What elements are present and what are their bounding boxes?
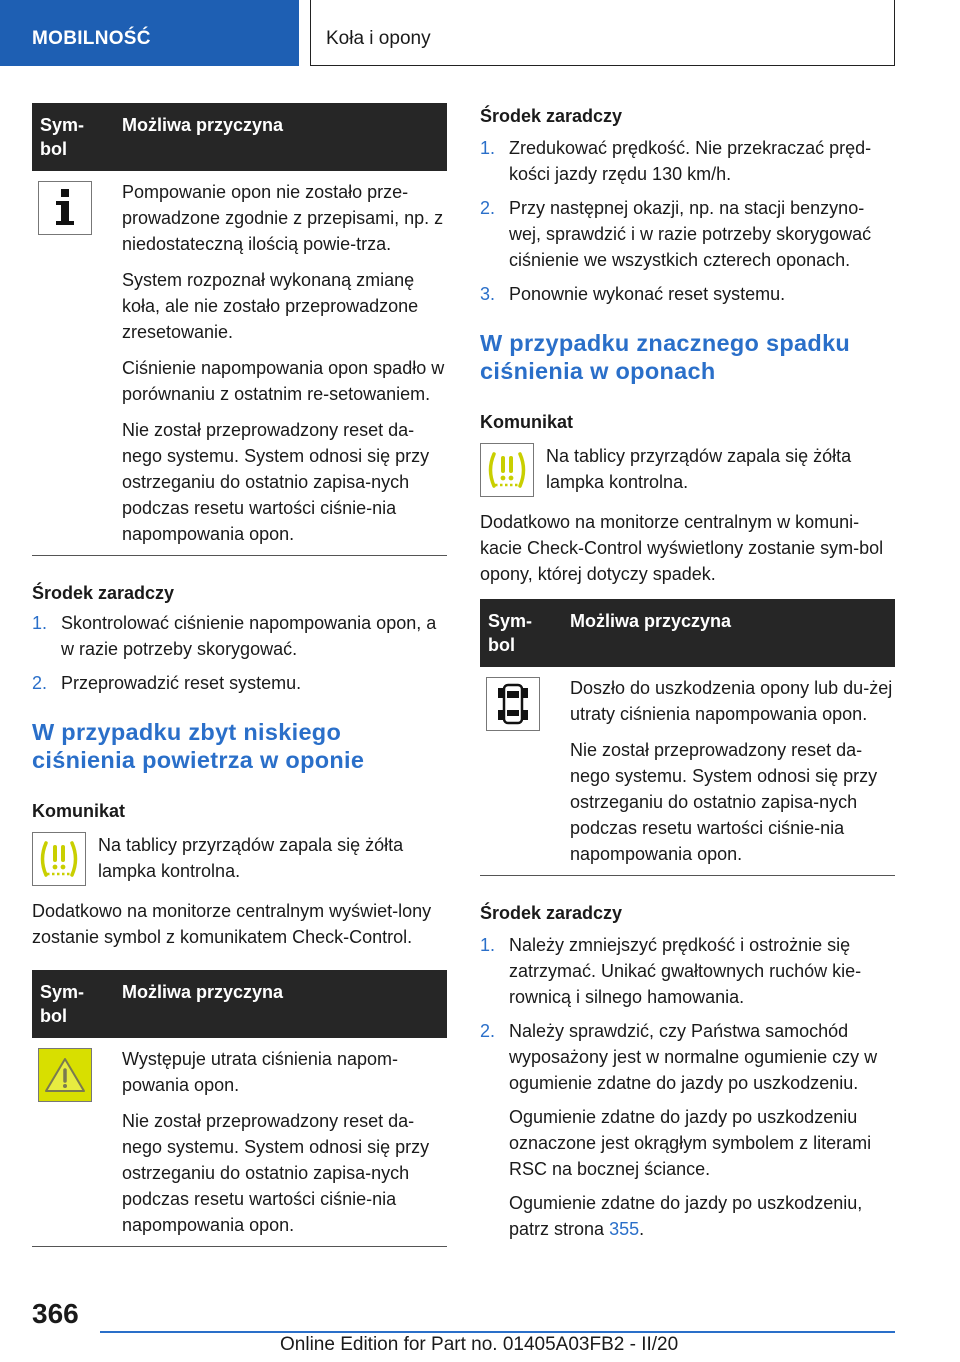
header-cause: Możliwa przyczyna <box>570 611 732 631</box>
header-cause: Możliwa przyczyna <box>122 982 284 1002</box>
cause-text: Występuje utrata ciśnienia napom-powania opon. <box>122 1049 398 1095</box>
left-column <box>32 103 447 1247</box>
cause-text: Nie został przeprowadzony reset da-nego systemu. System odnosi się przy ostrzeganiu do ostatnio zapisa-nych podczas resetu wartości ciśnie-nia napompowania opon. <box>570 740 878 864</box>
remedy-heading: Środek zaradczy <box>32 583 175 603</box>
tire-pressure-warning-icon <box>480 443 534 497</box>
section-tab: MOBILNOŚĆ <box>0 0 299 66</box>
footer-divider <box>100 1331 895 1333</box>
message-block <box>32 832 447 886</box>
list-item <box>480 195 895 273</box>
cause-text: Pompowanie opon nie zostało prze-prowadzone zgodnie z przepisami, np. z niedostateczną ilością powie-trza. <box>122 182 444 254</box>
list-item <box>480 932 895 1010</box>
step-note: Ogumienie zdatne do jazdy po uszkodzeniu, patrz strona 355. <box>509 1193 863 1239</box>
section-heading: W przypadku znacznego spadku ciśnienia w oponach <box>480 330 851 384</box>
header-cause: Możliwa przyczyna <box>122 115 284 135</box>
step-note: Ogumienie zdatne do jazdy po uszkodzeniu oznaczone jest okrągłym symbolem z literami RSC na bocznej ściance. <box>509 1107 872 1179</box>
cause-table-3 <box>480 599 895 876</box>
step-number: 1. <box>480 138 496 158</box>
table-header <box>32 103 447 171</box>
cause-text: Doszło do uszkodzenia opony lub du-żej utraty ciśnienia napompowania opon. <box>570 678 893 724</box>
car-tire-damage-icon <box>486 677 540 731</box>
step-text: Przeprowadzić reset systemu. <box>61 673 302 693</box>
page-link[interactable]: 355 <box>609 1219 640 1239</box>
cause-table-2 <box>32 970 447 1247</box>
cause-text: Ciśnienie napompowania opon spadło w porównaniu z ostatnim re-setowaniem. <box>122 358 445 404</box>
section-heading: W przypadku zbyt niskiego ciśnienia powietrza w oponie <box>32 719 365 773</box>
right-column <box>480 103 895 1242</box>
remedy-list <box>32 610 447 696</box>
step-number: 2. <box>480 1021 496 1041</box>
warning-triangle-icon <box>38 1048 92 1102</box>
tire-pressure-warning-icon <box>32 832 86 886</box>
step-number: 2. <box>480 198 496 218</box>
list-item <box>32 670 447 696</box>
message-extra: Dodatkowo na monitorze centralnym wyświet-lony zostanie symbol z komunikatem Check-Control. <box>32 901 432 947</box>
list-item <box>480 281 895 307</box>
step-text: Należy sprawdzić, czy Państwa samochód wyposażony jest w normalne ogumienie czy w ogumienie zdatne do jazdy po uszkodzeniu. <box>509 1021 878 1093</box>
remedy-list <box>480 135 895 307</box>
footer-edition: Online Edition for Part no. 01405A03FB2 - II/20 <box>280 1334 679 1355</box>
table-row <box>32 171 447 556</box>
remedy-list <box>480 932 895 1242</box>
cause-table-1 <box>32 103 447 556</box>
message-heading: Komunikat <box>480 412 574 432</box>
header-symbol: Sym- bol <box>40 982 85 1026</box>
table-header <box>32 970 447 1038</box>
remedy-heading: Środek zaradczy <box>480 903 623 923</box>
list-item <box>480 135 895 187</box>
step-number: 3. <box>480 284 496 304</box>
step-number: 1. <box>480 935 496 955</box>
table-header <box>480 599 895 667</box>
step-number: 2. <box>32 673 48 693</box>
step-text: Skontrolować ciśnienie napompowania opon, a w razie potrzeby skorygować. <box>61 613 437 659</box>
message-heading: Komunikat <box>32 801 126 821</box>
table-row <box>480 667 895 876</box>
page-number: 366 <box>32 1298 79 1329</box>
header-symbol: Sym- bol <box>40 115 85 159</box>
step-number: 1. <box>32 613 48 633</box>
step-text: Przy następnej okazji, np. na stacji benzyno-wej, sprawdzić i w razie potrzeby skorygować ciśnienie we wszystkich czterech oponach. <box>509 198 872 270</box>
list-item <box>480 1018 895 1242</box>
cause-text: System rozpoznał wykonaną zmianę koła, ale nie zostało przeprowadzone zresetowanie. <box>122 270 419 342</box>
message-extra: Dodatkowo na monitorze centralnym w komuni-kacie Check-Control wyświetlony zostanie sym-bol opony, której dotyczy spadek. <box>480 512 884 584</box>
message-block <box>480 443 895 497</box>
step-text: Zredukować prędkość. Nie przekraczać pręd-kości jazdy rzędu 130 km/h. <box>509 138 872 184</box>
remedy-heading: Środek zaradczy <box>480 106 623 126</box>
step-text: Należy zmniejszyć prędkość i ostrożnie się zatrzymać. Unikać gwałtownych ruchów kie-rownicą i silnego hamowania. <box>509 935 862 1007</box>
message-text: Na tablicy przyrządów zapala się żółta lampka kontrolna. <box>546 446 852 492</box>
message-text: Na tablicy przyrządów zapala się żółta lampka kontrolna. <box>98 835 404 881</box>
list-item <box>32 610 447 662</box>
cause-text: Nie został przeprowadzony reset da-nego systemu. System odnosi się przy ostrzeganiu do ostatnio zapisa-nych podczas resetu wartości ciśnie-nia napompowania opon. <box>122 1111 430 1235</box>
header-symbol: Sym- bol <box>488 611 533 655</box>
step-text: Ponownie wykonać reset systemu. <box>509 284 786 304</box>
info-icon <box>38 181 92 235</box>
table-row <box>32 1038 447 1247</box>
chapter-title: Koła i opony <box>310 0 895 66</box>
cause-text: Nie został przeprowadzony reset da-nego systemu. System odnosi się przy ostrzeganiu do ostatnio zapisa-nych podczas resetu wartości ciśnie-nia napompowania opon. <box>122 420 430 544</box>
